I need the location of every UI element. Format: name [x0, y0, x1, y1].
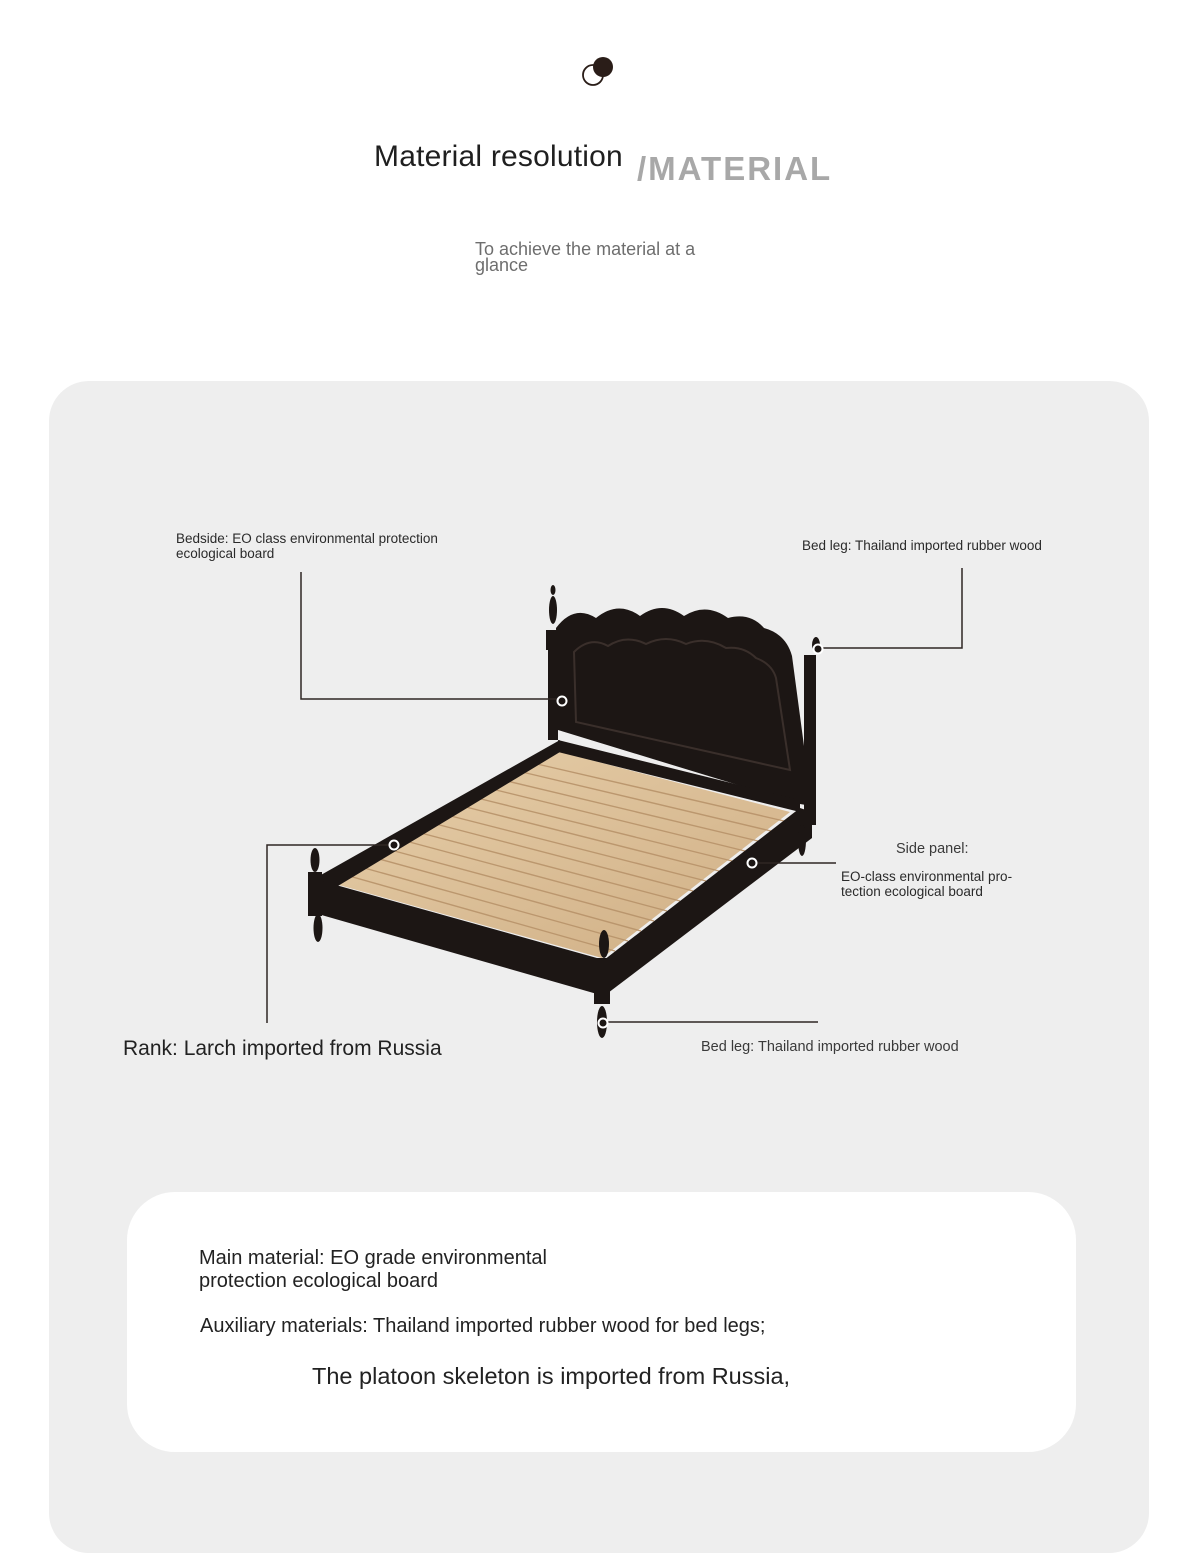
rank-marker-icon: [390, 841, 399, 850]
rank-callout: Rank: Larch imported from Russia: [123, 1037, 442, 1060]
bed-leg-bottom-callout: Bed leg: Thailand imported rubber wood: [701, 1039, 959, 1055]
section-title: Material resolution: [374, 140, 623, 173]
skeleton-text: The platoon skeleton is imported from Russia,: [312, 1363, 791, 1389]
bed-leg-top-callout: Bed leg: Thailand imported rubber wood: [802, 538, 1042, 553]
section-title-en: /MATERIAL: [637, 150, 833, 187]
bed-leg-top-leader: [818, 568, 962, 648]
side-panel-callout-desc: EO-class environmental pro-tection ecological board: [841, 869, 1013, 899]
auxiliary-materials-text: Auxiliary materials: Thailand imported rubber wood for bed legs;: [200, 1315, 766, 1337]
bed-leg-bottom-marker-icon: [599, 1019, 608, 1028]
side-panel-marker-icon: [748, 859, 757, 868]
bedside-leader: [301, 572, 562, 699]
main-material-text: Main material: EO grade environmental protection ecological board: [199, 1247, 547, 1292]
section-subtitle: To achieve the material at a glance: [475, 239, 696, 275]
bed-leg-top-marker-icon: [814, 645, 823, 654]
bedside-marker-icon: [558, 697, 567, 706]
bedside-callout: Bedside: EO class environmental protection ecological board: [176, 531, 438, 561]
side-panel-callout-title: Side panel:: [896, 841, 969, 857]
